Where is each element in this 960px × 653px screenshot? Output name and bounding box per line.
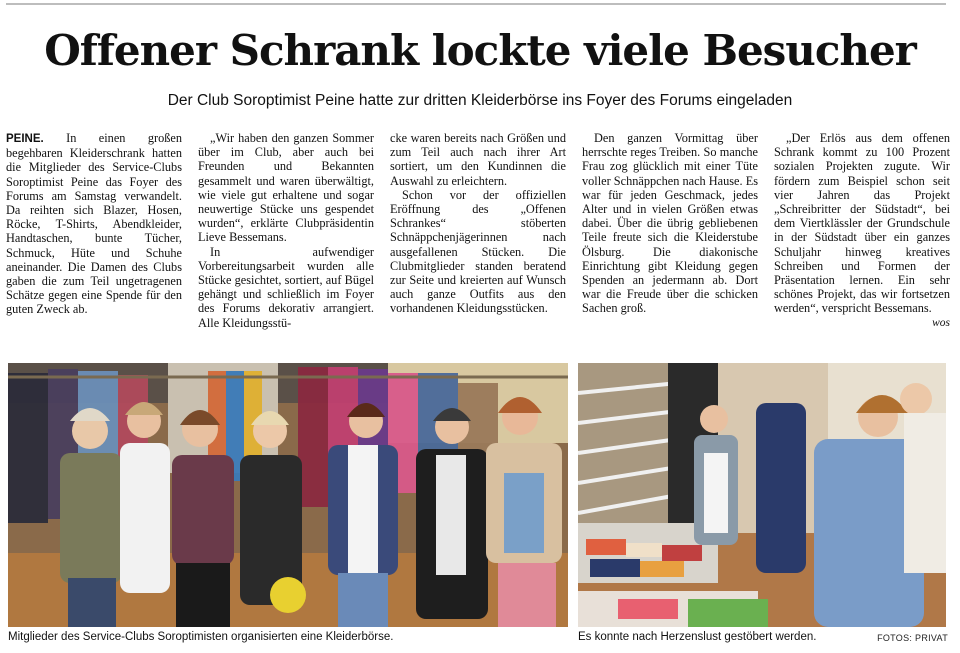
- column-2-paragraph-2: In aufwendiger Vorbereitungsarbeit wurden alle Stücke gesichtet, sortiert, auf Bügel gehängt und schließlich im Foyer des Forums dekorativ arrangiert. Alle Kleidungsstü-: [198, 244, 374, 330]
- top-rule: [6, 3, 946, 5]
- left-photo-caption: Mitglieder des Service-Clubs Soroptimisten organisierten eine Kleiderbörse.: [8, 631, 394, 643]
- column-3-paragraph-1: cke waren bereits nach Größen und zum Teil auch nach ihrer Art sortiert, um den Kundinnen die Auswahl zu erleichtern.: [390, 131, 566, 188]
- browsing-photo: [578, 363, 946, 627]
- photo-credit: FOTOS: PRIVAT: [877, 633, 948, 643]
- group-photo-illustration: [8, 363, 568, 627]
- group-photo: [8, 363, 568, 627]
- column-4-text: Den ganzen Vormittag über herrschte reges Treiben. So manche Frau zog glücklich mit einer Tüte voller Schnäppchen nach Hause. Es war für jeden Geschmack, jedes Alter und in vielen Größen etwas dabei. Über die übrig gebliebenen Teile freute sich die Kleiderstube Ölsburg. Die diakonische Einrichtung gibt Kleidung gegen Spenden an jedermann ab. Dort war die Freude über die schicken Sachen groß.: [582, 131, 758, 316]
- column-3-paragraph-2: Schon vor der offiziellen Eröffnung des „Offenen Schrankes“ stöberten Schnäppchenjägerinnen nach ausgefallenen Stücken. Die Clubmitglieder standen beratend zur Seite und kreierten auf Wunsch auch ganze Outfits aus den vorhandenen Kleidungsstücken.: [390, 187, 566, 316]
- column-2-paragraph-1: „Wir haben den ganzen Sommer über im Club, aber auch bei Freunden und Bekannten gesammelt und waren überwältigt, wie viele gut erhaltene und sogar neuwertige Stücke uns gespendet wurden“, erklärte Clubpräsidentin Lieve Bessemans.: [198, 131, 374, 245]
- dateline: PEINE.: [6, 133, 44, 145]
- text-column-3: [390, 131, 566, 353]
- text-column-1: [6, 131, 182, 353]
- column-5-text: „Der Erlös aus dem offenen Schrank kommt zu 100 Prozent sozialen Projekten zugute. Wir fördern zum Beispiel schon seit vier Jahren das Projekt „Schreibritter der Südstadt“, bei dem Viertklässler der Grundschule in der Südstadt über ein ganzes Schuljahr hinweg kreatives Schreiben und Formen der Präsentation lernen. Ein sehr schönes Projekt, das wir fortsetzen werden“, verspricht Bessemans.: [774, 131, 950, 316]
- text-column-2: [198, 131, 374, 353]
- author-signature: wos: [932, 316, 950, 329]
- column-1-text: In einen großen begehbaren Kleiderschrank hatten die Mitglieder des Service-Clubs Soroptimist Peine das Foyer des Forums am Samstag verwandelt. Da reihten sich Blazer, Hosen, Röcke, T-Shirts, Abendkleider, Handtaschen, bunte Tücher, Schmuck, Hüte und Schuhe aneinander. Die Damen des Clubs gaben die zum Teil ungetragenen Schätze gegen eine Spende für den guten Zweck ab.: [6, 131, 182, 317]
- text-column-4: [582, 131, 758, 353]
- article-subheadline: Der Club Soroptimist Peine hatte zur dritten Kleiderbörse ins Foyer des Forums eingeladen: [167, 92, 793, 109]
- right-photo-caption: Es konnte nach Herzenslust gestöbert werden.: [578, 631, 817, 643]
- article-body: [6, 131, 950, 353]
- browsing-photo-illustration: [578, 363, 946, 627]
- article-headline: Offener Schrank lockte viele Besucher: [44, 26, 916, 75]
- text-column-5: [774, 131, 950, 353]
